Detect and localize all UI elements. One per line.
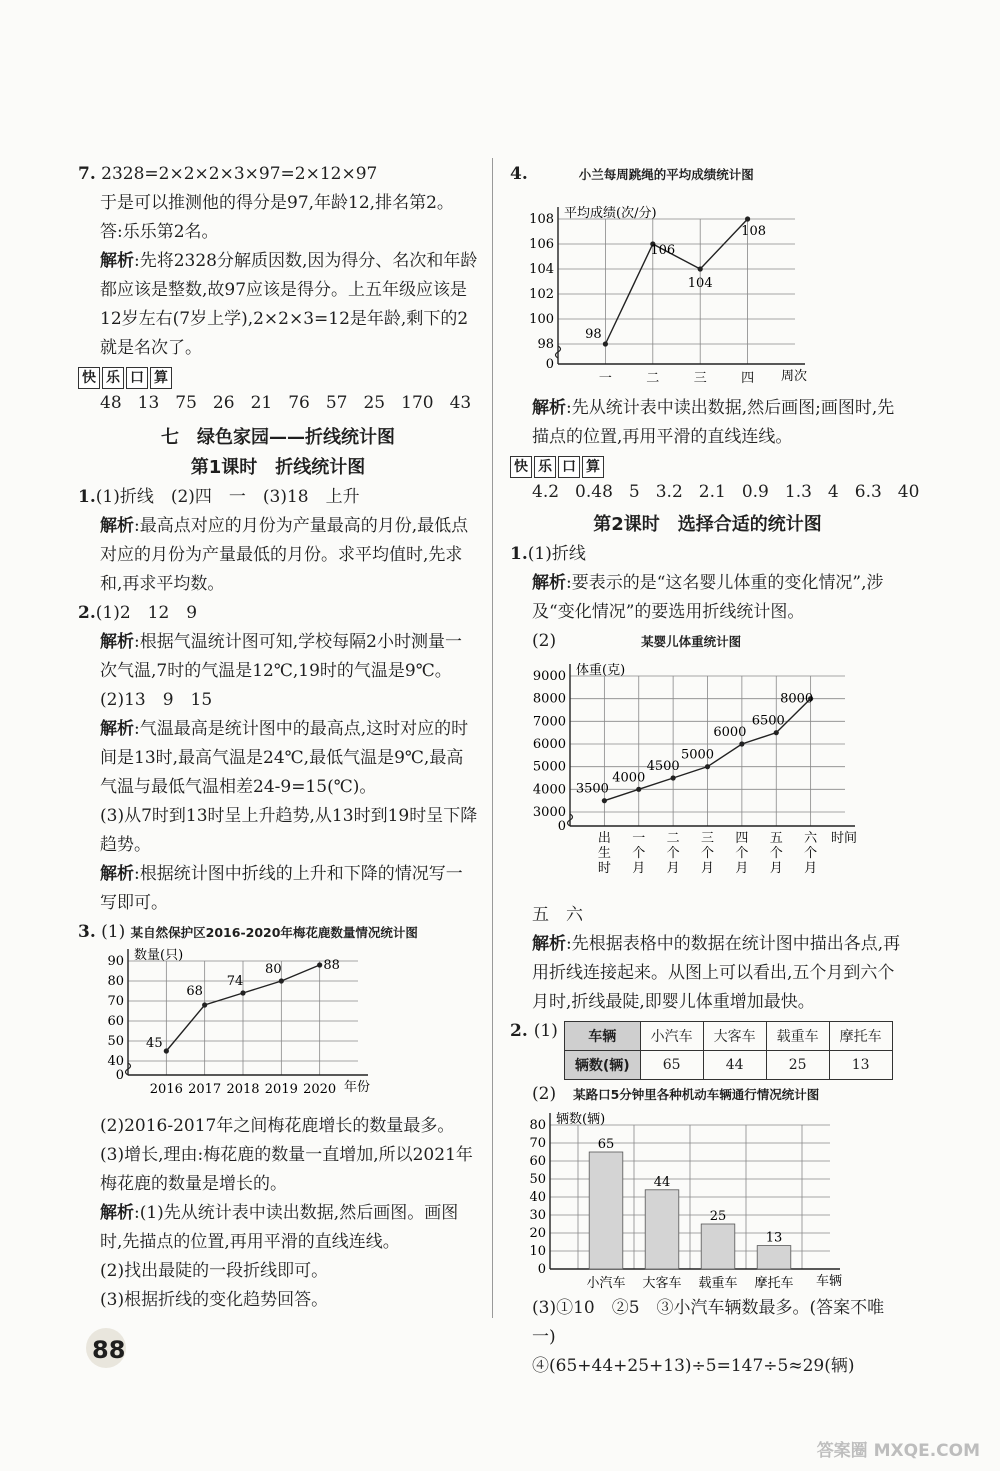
data-label: 6500 (751, 713, 785, 729)
lesson1-title: 第1课时 折线统计图 (190, 457, 366, 478)
r-q2-line4: ④(65+44+25+13)÷5=147÷5≈29(辆) (532, 1356, 855, 1376)
x-tick-label: 二 (666, 831, 680, 846)
q4-header: 4. 小兰每周跳绳的平均成绩统计图 (510, 164, 754, 184)
lesson2-title: 第2课时 选择合适的统计图 (593, 514, 822, 535)
x-tick-label: 2020 (303, 1082, 337, 1097)
y-tick-label: 70 (529, 1136, 546, 1151)
data-point (603, 341, 608, 346)
x-tick-label: 个 (700, 846, 715, 861)
q2-analysis3: 解析:根据统计图中折线的上升和下降的情况写一写即可。 (100, 864, 463, 913)
data-label: 108 (741, 224, 767, 239)
x-axis-label: 周次 (780, 369, 807, 384)
data-label: 8000 (780, 691, 814, 707)
data-label: 106 (650, 243, 676, 258)
y-tick-label: 0 (545, 357, 554, 372)
q7-line1: 7. 2328=2×2×2×3×97=2×12×97 (78, 164, 378, 184)
vehicle-table-row: 辆数(辆) 65 44 25 13 (564, 1051, 892, 1080)
y-axis-label: 平均成绩(次/分) (564, 206, 657, 221)
kuaile-kousuan-badge: 快 乐 口 算 (78, 367, 478, 389)
x-tick-label: 小汽车 (586, 1276, 626, 1291)
y-tick-label: 0 (115, 1068, 124, 1083)
q7-line2: 于是可以推测他的得分是97,年龄12,排名第2。 (100, 193, 454, 213)
q3-analysis1: 解析:(1)先从统计表中读出数据,然后画图。画图时,先描点的位置,再用平滑的直线连线。 (100, 1203, 459, 1252)
x-tick-label: 一 (632, 831, 646, 846)
q3-analysis2: (2)找出最陡的一段折线即可。 (100, 1261, 329, 1281)
data-point (317, 962, 322, 967)
r-q1-answer: 五 六 (532, 905, 583, 925)
y-tick-label: 6000 (532, 737, 566, 752)
data-point (202, 1002, 207, 1007)
x-tick-label: 生 (597, 846, 611, 861)
q4-analysis: 解析:先从统计表中读出数据,然后画图;画图时,先描点的位置,再用平滑的直线连线。 (532, 398, 895, 447)
y-axis-label: 辆数(辆) (556, 1112, 606, 1127)
data-label: 45 (146, 1036, 163, 1051)
vehicle-bar-chart (510, 1109, 860, 1289)
data-label: 68 (186, 984, 203, 999)
data-point (636, 787, 641, 792)
y-tick-label: 60 (529, 1154, 546, 1169)
data-label: 4500 (646, 759, 680, 774)
data-label: 13 (765, 1230, 783, 1246)
x-tick-label: 载重车 (698, 1276, 738, 1291)
y-tick-label: 4000 (532, 782, 566, 798)
data-point (279, 978, 284, 983)
y-tick-label: 40 (529, 1190, 546, 1205)
x-tick-label: 出 (597, 831, 611, 846)
calc-answers-1: 48 13 75 26 21 76 57 25 170 43 (100, 393, 472, 413)
x-tick-label: 月 (666, 861, 680, 876)
y-tick-label: 0 (557, 819, 566, 834)
x-tick-label: 二 (646, 371, 660, 386)
r-q1-analysis2: 解析:先根据表格中的数据在统计图中描出各点,再用折线连接起来。从图上可以看出,五个月到六个月时,折线最陡,即婴儿体重增加最快。 (532, 934, 901, 1012)
r-q1-line1: 1.(1)折线 (510, 544, 586, 564)
x-tick-label: 个 (804, 846, 818, 861)
x-tick-label: 个 (666, 846, 680, 861)
r-q1-analysis1: 解析:要表示的是“这名婴儿体重的变化情况”,涉及“变化情况”的要选用折线统计图。 (532, 573, 884, 622)
x-tick-label: 月 (700, 861, 715, 876)
r-q2-line3: (3)①10 ②5 ③小汽车辆数最多。(答案不唯一) (532, 1298, 885, 1347)
data-label: 88 (323, 958, 340, 973)
r-q1-part2: (2) 某婴儿体重统计图 (532, 631, 742, 651)
data-point (698, 266, 703, 271)
vehicle-table-header: 车辆 小汽车 大客车 载重车 摩托车 (564, 1022, 892, 1051)
y-tick-label: 106 (529, 237, 554, 252)
x-tick-label: 2017 (188, 1082, 222, 1097)
x-tick-label: 月 (769, 861, 783, 876)
y-tick-label: 100 (529, 312, 554, 327)
baby-weight-line-chart (510, 656, 857, 896)
deer-line-chart (78, 947, 378, 1107)
x-tick-label: 时 (597, 861, 611, 876)
x-tick-label: 2019 (264, 1082, 298, 1097)
x-axis-label: 年份 (343, 1080, 370, 1095)
y-axis-label: 数量(只) (134, 948, 184, 963)
data-label: 65 (597, 1137, 615, 1152)
r-q2-part2: (2) 某路口5分钟里各种机动车辆通行情况统计图 (532, 1084, 820, 1104)
y-tick-label: 60 (107, 1014, 124, 1029)
q3-line2: (2)2016-2017年之间梅花鹿增长的数量最多。 (100, 1116, 455, 1136)
data-label: 3500 (575, 781, 609, 797)
q2-line1: 2.(1)2 12 9 (78, 603, 198, 623)
y-tick-label: 102 (529, 287, 554, 302)
x-tick-label: 个 (735, 846, 749, 861)
data-label: 25 (709, 1209, 727, 1224)
x-tick-label: 月 (632, 861, 646, 876)
data-point (705, 764, 710, 769)
y-tick-label: 7000 (532, 714, 566, 730)
y-tick-label: 50 (529, 1172, 546, 1187)
y-tick-label: 30 (529, 1208, 546, 1223)
q3-line3: (3)增长,理由:梅花鹿的数量一直增加,所以2021年梅花鹿的数量是增长的。 (100, 1145, 473, 1194)
data-point (164, 1048, 169, 1053)
y-tick-label: 0 (537, 1262, 546, 1277)
left-column (78, 160, 478, 1315)
y-tick-label: 108 (529, 212, 554, 227)
data-point (602, 798, 607, 803)
bar (645, 1190, 679, 1269)
x-tick-label: 2018 (226, 1082, 260, 1097)
vehicle-table (564, 1021, 893, 1080)
q3-part1: 3. (1) 某自然保护区2016-2020年梅花鹿数量情况统计图 (78, 922, 418, 942)
y-tick-label: 70 (107, 994, 124, 1009)
bar (757, 1246, 791, 1269)
x-tick-label: 五 (769, 831, 783, 846)
x-tick-label: 三 (700, 831, 715, 846)
q7-analysis: 解析:先将2328分解质因数,因为得分、名次和年龄都应该是整数,故97应该是得分。上五年级应该是12岁左右(7岁上学),2×2×3=12是年龄,剩下的2就是名次了。 (100, 251, 478, 358)
page-number: 88 (92, 1336, 126, 1364)
q2-analysis2: 解析:气温最高是统计图中的最高点,这时对应的时间是13时,最高气温是24℃,最低气温是9℃,最高气温与最低气温相差24-9=15(℃)。 (100, 719, 469, 797)
y-tick-label: 80 (529, 1118, 546, 1133)
data-label: 4000 (612, 770, 646, 786)
q7-answer: 答:乐乐第2名。 (100, 222, 219, 242)
x-tick-label: 四 (735, 831, 749, 846)
q2-line3: (3)从7时到13时呈上升趋势,从13时到19时呈下降趋势。 (100, 806, 478, 855)
y-tick-label: 9000 (532, 669, 566, 684)
q2-analysis1: 解析:根据气温统计图可知,学校每隔2小时测量一次气温,7时的气温是12℃,19时的气温是9℃。 (100, 632, 462, 681)
series-line (605, 219, 747, 344)
y-axis-label: 体重(克) (576, 663, 626, 678)
y-tick-label: 104 (529, 262, 554, 277)
data-label: 74 (226, 974, 244, 989)
bar (701, 1224, 735, 1269)
y-tick-label: 80 (107, 974, 124, 989)
watermark-logo: 答案圈 MXQE.COM (816, 1441, 980, 1461)
calc-answers-2: 4.2 0.48 5 3.2 2.1 0.9 1.3 4 6.3 40 (532, 482, 920, 502)
y-tick-label: 10 (529, 1244, 546, 1259)
y-tick-label: 98 (537, 337, 554, 352)
y-tick-label: 90 (107, 954, 124, 969)
x-tick-label: 四 (741, 371, 755, 386)
right-column (510, 160, 920, 1381)
x-tick-label: 月 (804, 861, 818, 876)
y-tick-label: 40 (107, 1054, 124, 1069)
x-tick-label: 摩托车 (754, 1276, 794, 1291)
y-tick-label: 5000 (532, 759, 566, 775)
data-point (240, 990, 245, 995)
rope-line-chart (510, 189, 820, 389)
data-label: 6000 (713, 725, 747, 740)
x-tick-label: 月 (735, 861, 749, 876)
x-tick-label: 三 (693, 371, 707, 386)
data-label: 5000 (680, 747, 715, 763)
q3-analysis3: (3)根据折线的变化趋势回答。 (100, 1290, 329, 1310)
q1-line1: 1.(1)折线 (2)四 一 (3)18 上升 (78, 487, 360, 507)
column-divider (492, 158, 493, 1318)
q2-line2: (2)13 9 15 (100, 690, 213, 710)
q1-analysis: 解析:最高点对应的月份为产量最高的月份,最低点对应的月份为产量最低的月份。求平均值时,先求和,再求平均数。 (100, 516, 469, 594)
bar (589, 1152, 623, 1269)
y-tick-label: 3000 (532, 805, 566, 820)
kuaile-kousuan-badge-2: 快 乐 口 算 (510, 456, 905, 478)
data-point (739, 741, 744, 746)
data-point (671, 775, 676, 780)
y-tick-label: 8000 (532, 691, 566, 707)
x-tick-label: 大客车 (642, 1276, 682, 1291)
y-tick-label: 50 (107, 1034, 124, 1049)
data-label: 44 (653, 1174, 671, 1190)
x-tick-label: 个 (769, 846, 783, 861)
x-tick-label: 六 (804, 831, 818, 846)
data-label: 98 (585, 327, 602, 342)
x-tick-label: 2016 (149, 1082, 183, 1097)
x-axis-label: 车辆 (815, 1274, 842, 1289)
data-label: 104 (687, 276, 713, 291)
data-point (774, 730, 779, 735)
unit-title: 七 绿色家园——折线统计图 (161, 427, 395, 448)
data-label: 80 (265, 962, 282, 977)
r-q2-table-row: 2. (1) 车辆 小汽车 大客车 载重车 摩托车 辆数(辆) 65 44 25 13 (510, 1021, 905, 1080)
x-tick-label: 个 (632, 846, 646, 861)
x-tick-label: 一 (598, 371, 612, 386)
x-axis-label: 时间 (830, 831, 857, 846)
y-tick-label: 20 (529, 1226, 546, 1241)
data-point (745, 216, 750, 221)
